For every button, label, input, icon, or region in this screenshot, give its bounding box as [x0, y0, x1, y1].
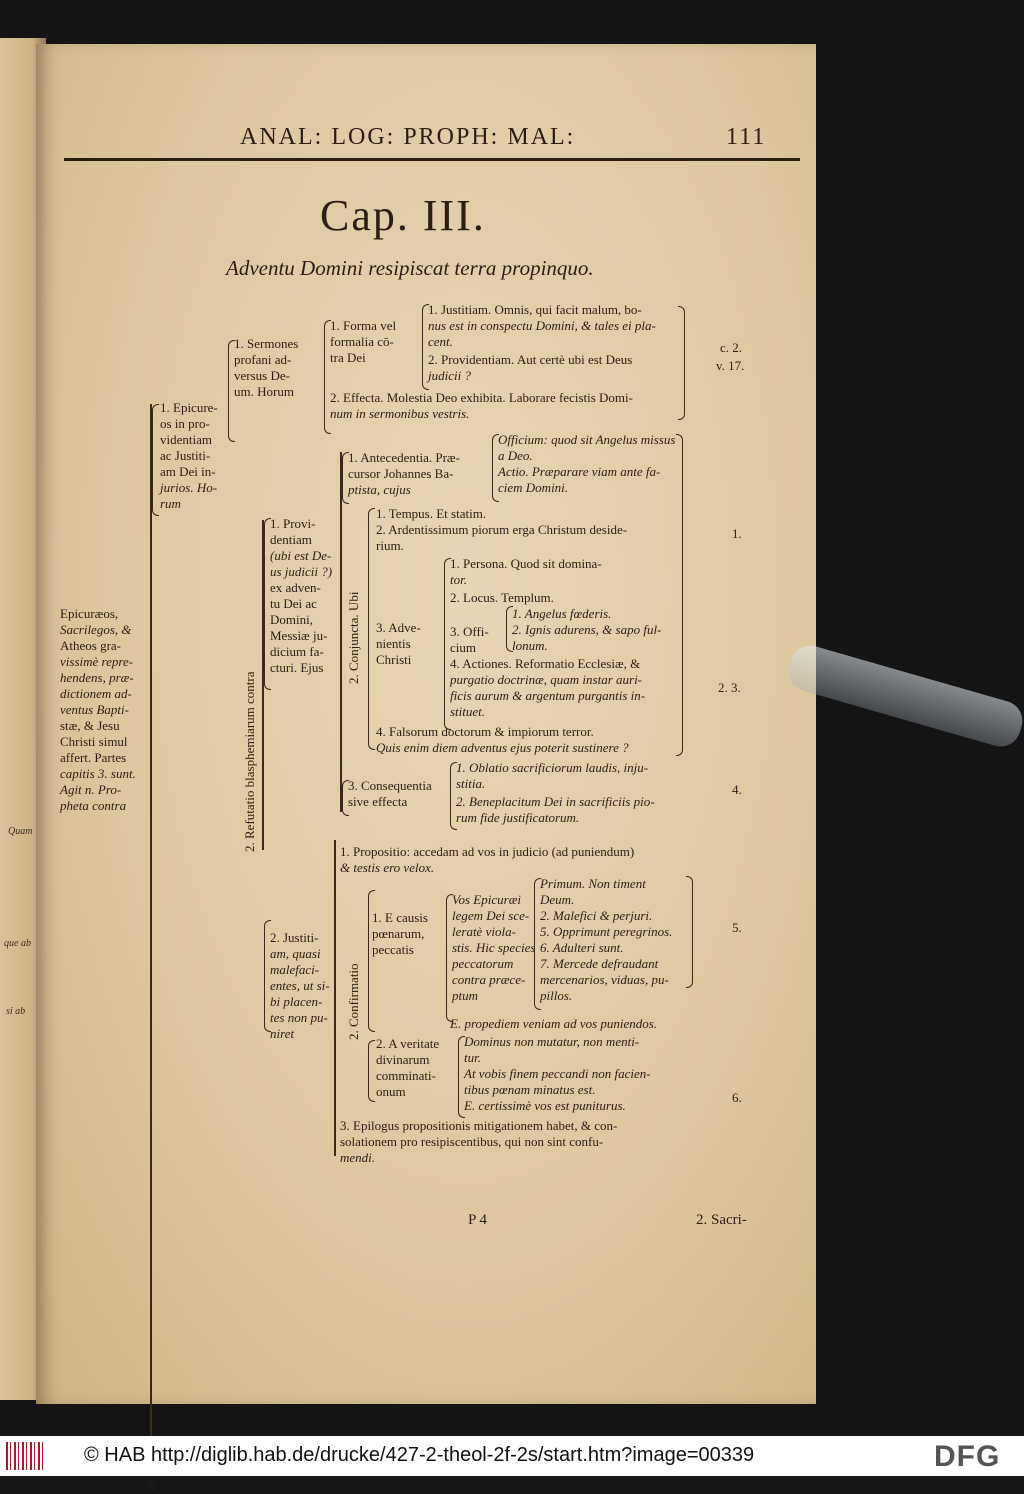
- margin-ref: 5.: [732, 920, 742, 935]
- sins-list: Primum. Non timent Deum. 2. Malefici & perjuri. 5. Opprimunt peregrinos. 6. Adulteri sunt. 7. Mercede defraudant mercenarios, viduas, pu- pillos.: [540, 876, 673, 1003]
- provid-label: 1. Provi- dentiam (ubi est De- us judicii ?) ex adven- tu Dei ac Domini, Messiæ ju- dicium fa- cturi. Ejus: [270, 516, 333, 675]
- margin-ref: 4.: [732, 782, 742, 797]
- adventus-bracket: [368, 508, 375, 750]
- chapter-motto: Adventu Domini resipiscat terra propinquo.: [226, 256, 594, 280]
- oblatio-text: 1. Oblatio sacrificiorum laudis, inju- stitia.: [456, 760, 649, 791]
- facing-page-fragment: que ab: [4, 938, 31, 949]
- officium2-label: 3. Offi- cium: [450, 624, 489, 655]
- beneplacitum-text: 2. Beneplacitum Dei in sacrificiis pio- rum fide justificatorum.: [456, 794, 655, 825]
- causis-label: 1. E causis pœnarum, peccatis: [372, 910, 428, 957]
- part3-right-bracket: [686, 876, 693, 988]
- facing-page-fragment: si ab: [6, 1006, 26, 1017]
- catchword: 2. Sacri-: [696, 1212, 747, 1228]
- margin-ref: c. 2.: [720, 340, 743, 355]
- conjuncta-label: 2. Conjuncta. Ubi: [346, 591, 361, 684]
- margin-ref: v. 17.: [716, 358, 745, 373]
- part1-label: 1. Epicure- os in pro- videntiam ac Justiti- am Dei in- jurios. Ho- rum: [160, 400, 218, 511]
- part2-right-bracket: [676, 434, 683, 756]
- barcode-icon: [6, 1442, 46, 1470]
- actiones-text: 4. Actiones. Reformatio Ecclesiæ, & purgatio doctrinæ, quam instar auri- ficis aurum & argentum purgantis in- stituet.: [450, 656, 646, 719]
- falsorum-text: 4. Falsorum doctorum & impiorum terror. Quis enim diem adventus ejus poterit sustinere ?: [376, 724, 629, 755]
- epilogus-text: 3. Epilogus propositionis mitigationem habet, & con- solationem pro resipiscentibus, qui non sint confu- mendi.: [340, 1118, 618, 1165]
- persona-text: 1. Persona. Quod sit domina- tor.: [450, 556, 602, 587]
- signature-mark: P 4: [468, 1212, 488, 1228]
- propediem-text: E. propediem veniam ad vos puniendos.: [450, 1016, 658, 1031]
- antecedentia-label: 1. Antecedentia. Præ- cursor Johannes Ba- ptista, cujus: [348, 450, 460, 497]
- letter-a: A: [146, 1478, 156, 1493]
- facing-page-fragment: Quam: [8, 826, 33, 837]
- confirmatio-label: 2. Confirmatio: [346, 963, 361, 1040]
- vos-text: Vos Epicuræi legem Dei sce- leratè viola- stis. Hic species peccatorum contra præce- ptum: [452, 892, 536, 1003]
- page-number: 111: [726, 124, 767, 150]
- providentiam-text: 2. Providentiam. Aut certè ubi est Deus judicii ?: [428, 352, 633, 383]
- tempus-text: 1. Tempus. Et statim.: [376, 506, 487, 521]
- credit-link[interactable]: © HAB http://diglib.hab.de/drucke/427-2-theol-2f-2s/start.htm?image=00339: [84, 1444, 755, 1466]
- part3-label: 2. Justiti- am, quasi malefaci- entes, ut si- bi placen- tes non pu- niret: [270, 930, 330, 1041]
- margin-ref: 1.: [732, 526, 742, 541]
- adventus-label: 3. Adve- nientis Christi: [376, 620, 421, 667]
- dominus-text: Dominus non mutatur, non menti- tur. At vobis finem peccandi non facien- tibus pœnam minatus est. E. certissimè vos est puniturus.: [464, 1034, 651, 1113]
- running-title: ANAL: LOG: PROPH: MAL:: [240, 124, 576, 150]
- forma-label: 1. Forma vel formalia cō- tra Dei: [330, 318, 397, 365]
- officium-text: Officium: quod sit Angelus missus a Deo. Actio. Præparare viam ante fa- ciem Domini.: [498, 432, 676, 495]
- part1-bracket: [152, 404, 159, 516]
- ardentissimum-text: 2. Ardentissimum piorum erga Christum deside- rium.: [376, 522, 628, 553]
- locus-text: 2. Locus. Templum.: [450, 590, 554, 605]
- chapter-title: Cap. III.: [320, 191, 486, 240]
- part1-right-bracket: [678, 306, 685, 420]
- angelus-text: 1. Angelus fœderis.: [512, 606, 612, 621]
- justitiam-text: 1. Justitiam. Omnis, qui facit malum, bo- nus est in conspectu Domini, & tales ei pla- cent.: [428, 302, 656, 349]
- summary-bracket: [150, 404, 152, 1474]
- summary-text: Epicuræos, Sacrilegos, & Atheos gra- vissimè repre- hendens, præ- dictionem ad- ventus Bapti- stæ, & Jesu Christi simul affert. Partes capitis 3. sunt. Agit n. Pro- pheta contra: [60, 606, 136, 813]
- ignis-text: 2. Ignis adurens, & sapo ful- lonum.: [512, 622, 662, 653]
- propositio-text: 1. Propositio: accedam ad vos in judicio (ad puniendum) & testis ero velox.: [340, 844, 635, 875]
- header-rule: [64, 158, 800, 161]
- veritate-bracket: [368, 1040, 375, 1102]
- margin-ref: 6.: [732, 1090, 742, 1105]
- conjuncta-bracket: [340, 452, 342, 812]
- margin-ref: 2. 3.: [718, 680, 741, 695]
- credit-bar: [0, 1436, 1024, 1476]
- effecta-text: 2. Effecta. Molestia Deo exhibita. Laborare fecistis Domi- num in sermonibus vestris.: [330, 390, 633, 421]
- sermones-label: 1. Sermones profani ad- versus De- um. Horum: [234, 336, 299, 399]
- veritate-label: 2. A veritate divinarum comminati- onum: [376, 1036, 440, 1099]
- part3-spine: [334, 840, 336, 1156]
- dfg-logo: DFG: [934, 1440, 1001, 1473]
- refutatio-label: 2. Refutatio blasphemiarum contra: [242, 671, 257, 852]
- consequentia-label: 3. Consequentia sive effecta: [348, 778, 432, 809]
